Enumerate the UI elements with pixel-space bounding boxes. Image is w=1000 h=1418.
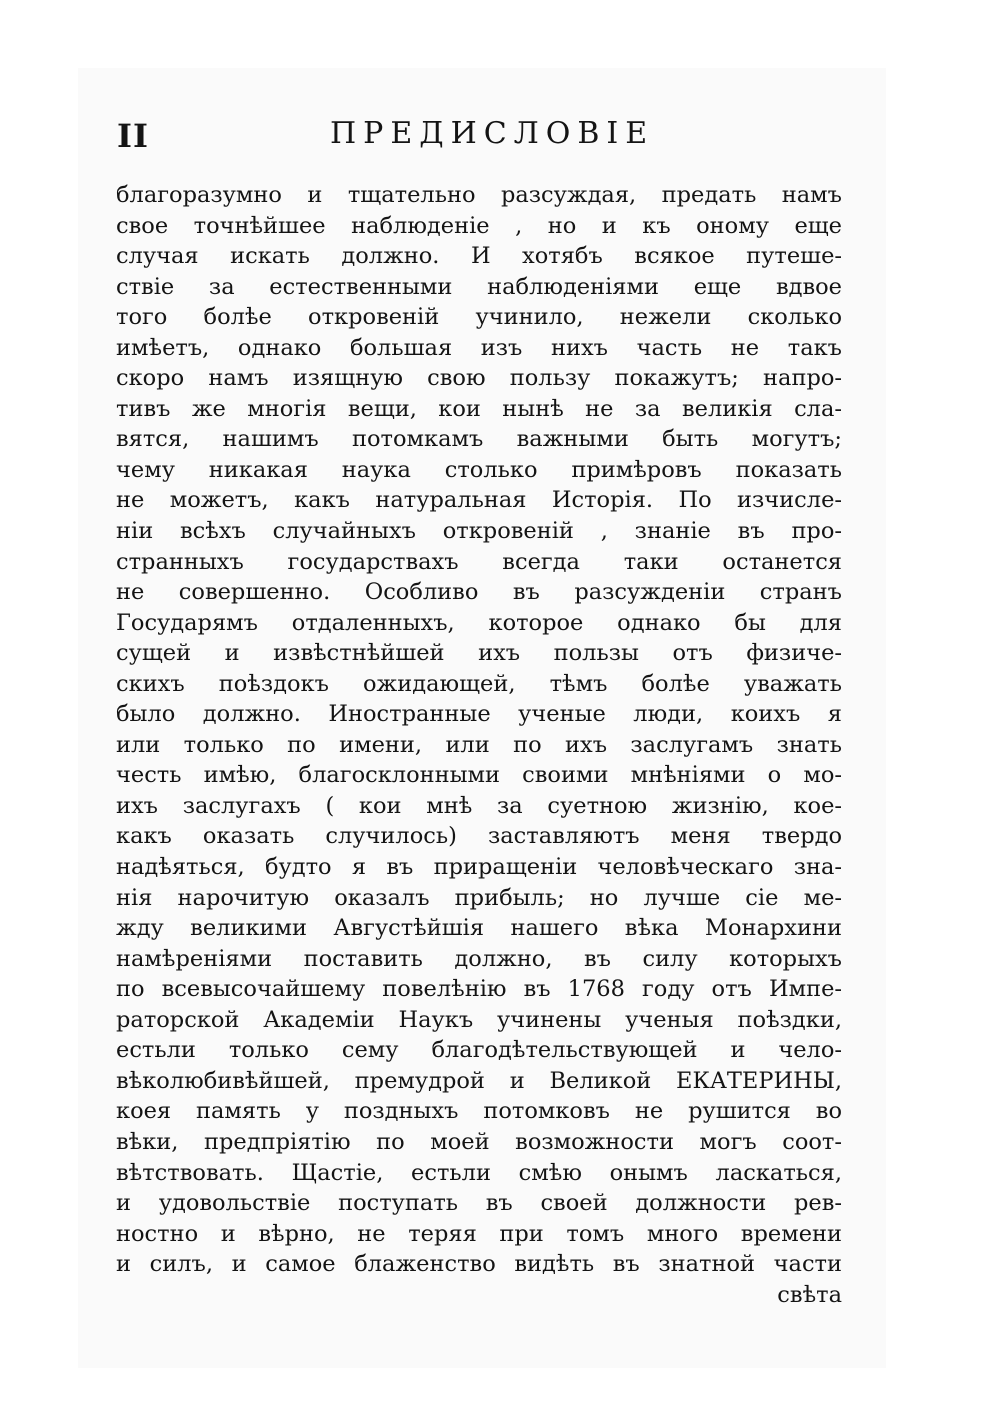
text-line: или только по имени, или по ихъ заслугамъ знать: [116, 731, 842, 758]
text-line: ностно и вѣрно, не теряя при томъ много времени: [116, 1220, 842, 1247]
text-line: вятся, нашимъ потомкамъ важными быть могутъ;: [116, 426, 842, 453]
text-line: вѣтствовать. Щастіе, естьли смѣю онымъ ласкаться,: [116, 1159, 842, 1186]
text-line: вѣки, предпріятію по моей возможности могъ соот-: [116, 1128, 842, 1155]
text-line: свое точнѣйшее наблюденіе , но и къ оному еще: [116, 212, 842, 239]
text-line: ихъ заслугахъ ( кои мнѣ за суетною жизнію, кое-: [116, 792, 842, 819]
text-line: имѣетъ, однако большая изъ нихъ часть не такъ: [116, 334, 842, 361]
text-line: того болѣе откровеній учинило, нежели сколько: [116, 304, 842, 331]
text-line: скоро намъ изящную свою пользу покажутъ; напро-: [116, 365, 842, 392]
text-line: ніи всѣхъ случайныхъ откровеній , знаніе въ про-: [116, 518, 842, 545]
text-line: не совершенно. Особливо въ разсужденіи странъ: [116, 579, 842, 606]
text-line: тивъ же многія вещи, кои нынѣ не за великія сла-: [116, 395, 842, 422]
text-line: было должно. Иностранные ученые люди, коихъ я: [116, 701, 842, 728]
text-line: естьли только сему благодѣтельствующей и чело-: [116, 1037, 842, 1064]
text-line: случая искать должно. И хотябъ всякое путеше-: [116, 243, 842, 270]
page-number: II: [117, 117, 149, 155]
text-line: и силъ, и самое блаженство видѣть въ знатной части: [116, 1251, 842, 1278]
text-line: благоразумно и тщательно разсуждая, предать намъ: [116, 182, 842, 208]
text-line: чему никакая наука столько примѣровъ показать: [116, 456, 842, 483]
text-line: скихъ поѣздокъ ожидающей, тѣмъ болѣе уважать: [116, 670, 842, 697]
catchword: свѣта: [777, 1281, 842, 1308]
text-line: ствіе за естественными наблюденіями еще вдвое: [116, 273, 842, 300]
text-line: вѣколюбивѣйшей, премудрой и Великой ЕКАТЕРИНЫ,: [116, 1067, 842, 1094]
text-line: жду великими Августѣйшія нашего вѣка Монархини: [116, 915, 842, 942]
text-line: странныхъ государствахъ всегда таки останется: [116, 548, 842, 575]
text-line: какъ оказать случилось) заставляютъ меня твердо: [116, 823, 842, 850]
text-line: по всевысочайшему повелѣнію въ 1768 году отъ Импе-: [116, 976, 842, 1003]
running-head-title: ПРЕДИСЛОВІЕ: [330, 116, 655, 151]
body-text: [116, 180, 842, 1310]
text-line: честь имѣю, благосклонными своими мнѣніями о мо-: [116, 762, 842, 789]
text-line: раторской Академіи Наукъ учинены ученыя поѣздки,: [116, 1006, 842, 1033]
text-line: намѣреніями поставить должно, въ силу которыхъ: [116, 945, 842, 972]
text-line: Государямъ отдаленныхъ, которое однако бы для: [116, 609, 842, 636]
text-line: нія нарочитую оказалъ прибыль; но лучше сіе ме-: [116, 884, 842, 911]
text-line: надѣяться, будто я въ приращеніи человѣческаго зна-: [116, 854, 842, 881]
text-line: не можетъ, какъ натуральная Исторія. По изчисле-: [116, 487, 842, 514]
text-line: коея память у поздныхъ потомковъ не рушится во: [116, 1098, 842, 1125]
text-line: и удовольствіе поступать въ своей должности рев-: [116, 1190, 842, 1217]
text-line: сущей и извѣстнѣйшей ихъ пользы отъ физиче-: [116, 640, 842, 667]
